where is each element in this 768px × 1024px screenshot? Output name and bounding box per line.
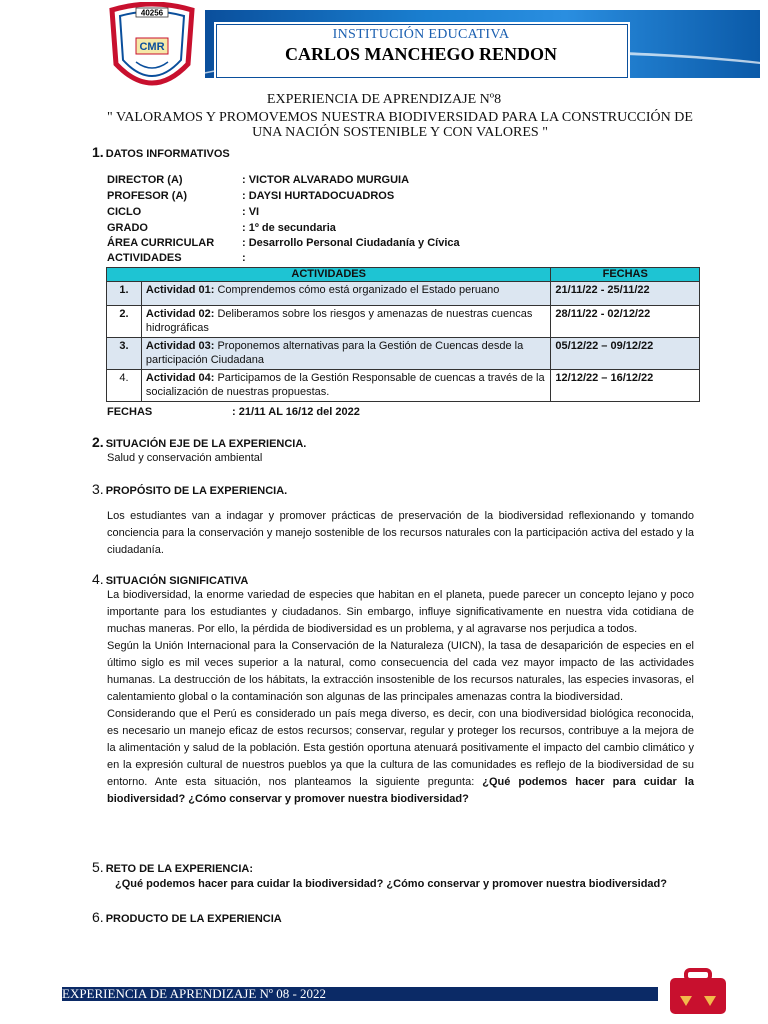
row-description: Actividad 01: Comprendemos cómo está organizado el Estado peruano xyxy=(141,282,551,306)
reto-text: ¿Qué podemos hacer para cuidar la biodiversidad? ¿Cómo conservar y promover nuestra biodiversidad? xyxy=(115,878,667,890)
proposito-text: Los estudiantes van a indagar y promover prácticas de preservación de la biodiversidad reflexionando y tomando conciencia para la conservación y manejo sostenible de los recursos naturales con la participación activa del estado y la ciudadanía. xyxy=(107,510,694,556)
table-header-dates: FECHAS xyxy=(551,268,700,282)
info-fechas: FECHAS : 21/11 AL 16/12 del 2022 xyxy=(107,406,360,418)
info-profesor: PROFESOR (A) : DAYSI HURTADOCUADROS xyxy=(107,190,395,202)
section-4-heading: 4. SITUACIÓN SIGNIFICATIVA xyxy=(92,571,249,587)
table-header-activities: ACTIVIDADES xyxy=(107,268,551,282)
table-row xyxy=(107,306,700,338)
info-area: ÁREA CURRICULAR : Desarrollo Personal Ciudadanía y Cívica xyxy=(107,237,460,249)
row-description: Actividad 04: Participamos de la Gestión Responsable de cuencas a través de la socialización de nuestras propuestas. xyxy=(141,370,551,402)
situacion-eje-text: Salud y conservación ambiental xyxy=(107,452,263,464)
section-3-heading: 3. PROPÓSITO DE LA EXPERIENCIA. xyxy=(92,481,288,497)
situacion-paragraph-1: La biodiversidad, la enorme variedad de especies que habitan en el planeta, puede parecer un concepto lejano y poco importante para los estudiantes y ciudadanos. Sin embargo, influye significativamente en nuestra vida cotidiana de muchas maneras. Por ello, la pérdida de biodiversidad es un problema, y al agravarse nos perjudica a todos. xyxy=(107,589,694,635)
table-row xyxy=(107,370,700,402)
row-index: 2. xyxy=(107,306,142,338)
institution-label: INSTITUCIÓN EDUCATIVA xyxy=(332,27,510,42)
situacion-significativa xyxy=(107,587,694,808)
row-date: 05/12/22 – 09/12/22 xyxy=(551,338,700,370)
row-index: 4. xyxy=(107,370,142,402)
table-row xyxy=(107,338,700,370)
row-index: 3. xyxy=(107,338,142,370)
logo-initials: CMR xyxy=(139,41,165,53)
info-ciclo: CICLO : VI xyxy=(107,206,260,218)
footer-text: EXPERIENCIA DE APRENDIZAJE Nº 08 - 2022 xyxy=(62,986,327,1001)
row-date: 12/12/22 – 16/12/22 xyxy=(551,370,700,402)
table-row xyxy=(107,282,700,306)
logo-code: 40256 xyxy=(140,8,164,18)
school-logo-icon xyxy=(98,2,206,102)
info-director: DIRECTOR (A) : VICTOR ALVARADO MURGUIA xyxy=(107,174,410,186)
info-grado: GRADO : 1º de secundaria xyxy=(107,222,336,234)
situacion-paragraph-3: Considerando que el Perú es considerado un país mega diverso, es decir, con una biodiversidad biológica reconocida, es necesario un manejo eficaz de estos recursos; conservar, regular y proteger los recursos, contribuye a la mejora de la alimentación y salud de la población. Esta gestión oportuna atenuará positivamente el impacto del cambio climático y en la expresión cultural de nuestros pueblos ya que la cultura de las comunidades es reflejo de la biodiversidad de su entorno. Ante esta situación, nos planteamos la siguiente pregunta: ¿Qué podemos hacer para cuidar la biodiversidad? ¿Cómo conservar y promover nuestra biodiversidad? xyxy=(107,708,694,805)
experience-title: EXPERIENCIA DE APRENDIZAJE Nº8 xyxy=(266,92,502,107)
school-name: CARLOS MANCHEGO RENDON xyxy=(284,44,557,64)
row-index: 1. xyxy=(107,282,142,306)
briefcase-icon xyxy=(668,968,728,1016)
table-header-row xyxy=(107,268,700,282)
row-description: Actividad 03: Proponemos alternativas para la Gestión de Cuencas desde la participación Ciudadana xyxy=(141,338,551,370)
section-5-heading: 5. RETO DE LA EXPERIENCIA: xyxy=(92,859,253,875)
situacion-question: ¿Qué podemos hacer para cuidar la biodiversidad? ¿Cómo conservar y promover nuestra biodiversidad? xyxy=(107,776,694,805)
info-actividades: ACTIVIDADES : xyxy=(107,252,246,264)
situacion-paragraph-2: Según la Unión Internacional para la Conservación de la Naturaleza (UICN), la tasa de desaparición de especies en el último siglo es mil veces superior a la natural, como consecuencia del cada vez mayor impacto de las actividades humanas. La destrucción de los hábitats, la extracción insostenible de los recursos naturales, las especies invasoras, el calentamiento global o la contaminación son algunas de las principales amenazas contra la biodiversidad. xyxy=(107,640,694,703)
row-date: 21/11/22 - 25/11/22 xyxy=(551,282,700,306)
experience-subtitle: " VALORAMOS Y PROMOVEMOS NUESTRA BIODIVERSIDAD PARA LA CONSTRUCCIÓN DE UNA NACIÓN SOSTENIBLE Y CON VALORES " xyxy=(107,110,693,140)
section-2-heading: 2. SITUACIÓN EJE DE LA EXPERIENCIA. xyxy=(92,434,307,450)
section-6-heading: 6. PRODUCTO DE LA EXPERIENCIA xyxy=(92,909,282,925)
row-description: Actividad 02: Deliberamos sobre los riesgos y amenazas de nuestras cuencas hidrográficas xyxy=(141,306,551,338)
row-date: 28/11/22 - 02/12/22 xyxy=(551,306,700,338)
section-1-heading: 1. DATOS INFORMATIVOS xyxy=(92,144,230,160)
activities-table xyxy=(106,267,700,402)
